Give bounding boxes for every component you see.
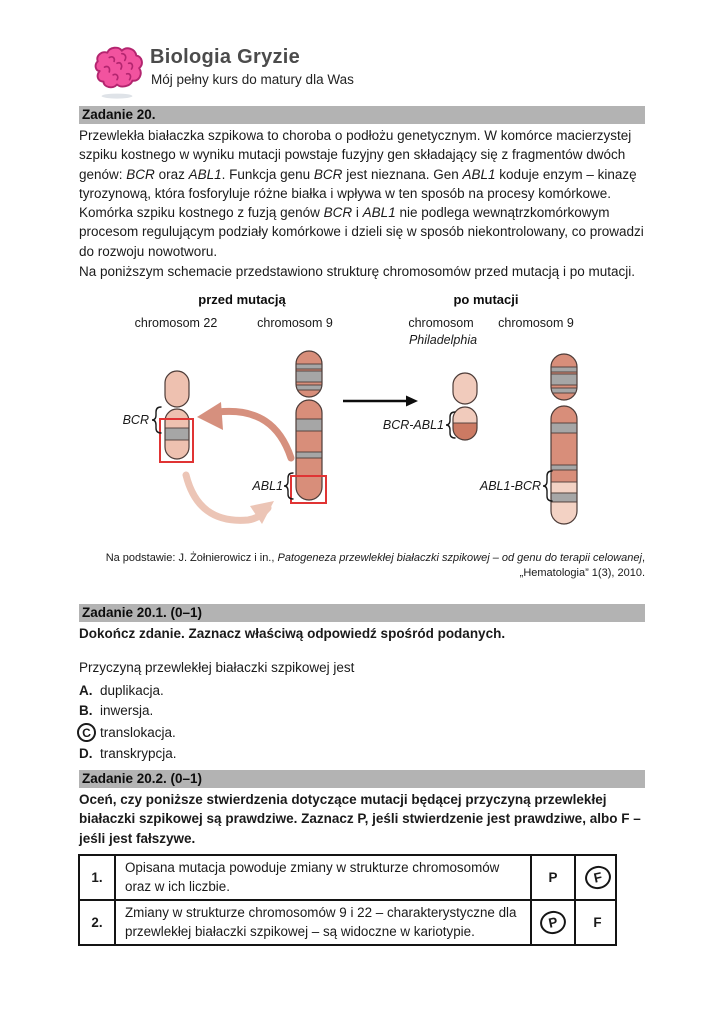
p-cell xyxy=(530,856,574,899)
scheme-note: Na poniższym schemacie przedstawiono strukturę chromosomów przed mutacją i po mutacji. xyxy=(79,264,635,279)
task-20-2-instruction: Oceń, czy poniższe stwierdzenia dotyczące mutacji będącej przyczyną przewlekłej białaczki szpikowej są prawdziwe. Zaznacz P, jeśli stwierdzenie jest prawdziwe, albo F – jeśli jest fałszywe. xyxy=(79,792,641,846)
brand-title: Biologia Gryzie xyxy=(150,46,301,68)
before-mutation-label: przed mutacją xyxy=(198,292,286,307)
p-letter: P xyxy=(548,870,558,885)
option-letter: A. xyxy=(79,682,93,698)
option-text: transkrypcja. xyxy=(100,745,177,761)
true-false-table xyxy=(78,854,617,946)
f-letter: F xyxy=(582,864,612,892)
task-20-1-instruction: Dokończ zdanie. Zaznacz właściwą odpowiedź spośród podanych. xyxy=(79,626,506,641)
option-d xyxy=(79,743,645,764)
option-letter: D. xyxy=(79,745,93,761)
option-text: translokacja. xyxy=(100,724,176,740)
fusion-bcr-abl1-label: BCR-ABL1 xyxy=(382,418,444,432)
task-20-2-header: Zadanie 20.2. (0–1) xyxy=(79,770,645,788)
task-20-1-header: Zadanie 20.1. (0–1) xyxy=(79,604,645,622)
row-number: 1. xyxy=(91,870,103,885)
brand-subtitle: Mój pełny kurs do matury dla Was xyxy=(151,72,354,87)
fusion-abl1-bcr-label: ABL1-BCR xyxy=(479,479,541,493)
chr9-after-label: chromosom 9 xyxy=(498,316,574,330)
chromosome-9-after xyxy=(550,354,578,526)
chromosome-9-before xyxy=(291,351,326,503)
row-number: 2. xyxy=(91,915,103,930)
f-cell xyxy=(574,856,619,899)
option-text: inwersja. xyxy=(100,703,154,719)
task-20-1-stem: Przyczyną przewlekłej białaczki szpikowej jest xyxy=(79,660,355,675)
option-text: duplikacja. xyxy=(100,682,164,698)
f-letter: F xyxy=(593,915,602,930)
table-row xyxy=(80,856,615,899)
option-a xyxy=(79,680,645,701)
f-cell xyxy=(574,901,619,944)
brand-logo xyxy=(90,42,144,105)
philadelphia-label-line1: chromosom xyxy=(408,316,474,330)
chromosome-diagram xyxy=(0,285,720,547)
statement-text: Opisana mutacja powoduje zmiany w strukturze chromosomów oraz w ich liczbie. xyxy=(114,856,530,899)
options-list xyxy=(79,680,645,764)
table-row xyxy=(80,899,615,944)
statement-text: Zmiany w strukturze chromosomów 9 i 22 – charakterystyczne dla przewlekłej białaczki szpikowej – są widoczne w kariotypie. xyxy=(114,901,530,944)
option-letter: B. xyxy=(79,703,93,719)
after-mutation-label: po mutacji xyxy=(453,292,519,307)
option-letter-circled: C xyxy=(76,722,97,743)
brain-icon xyxy=(90,42,144,100)
gene-bcr-label: BCR xyxy=(122,413,149,427)
task-20-header: Zadanie 20. xyxy=(79,106,645,124)
option-c xyxy=(79,721,645,743)
p-cell xyxy=(530,901,574,944)
philadelphia-chromosome xyxy=(452,373,478,441)
task-20-intro: Przewlekła białaczka szpikowa to choroba o podłożu genetycznym. W komórce macierzystej szpiku kostnego w wyniku mutacji powstaje fuzyjny gen składający się z fragmentów dwóch genów: BCR oraz ABL1. Funkcja genu BCR jest nieznana. Gen ABL1 koduje enzym – kinazę tyrozynową, która fosforyluje różne białka i wpływa w ten sposób na procesy komórkowe. Komórka szpiku kostnego z fuzją genów BCR i ABL1 nie podlega wewnątrzkomórkowym procesom regulującym podziały komórkowe i dzieli się w sposób niekontrolowany, co prowadzi do rozwoju nowotworu. xyxy=(79,128,644,259)
p-letter: P xyxy=(538,909,568,937)
chr22-label: chromosom 22 xyxy=(134,316,218,330)
option-b xyxy=(79,701,645,722)
translocation-arrow-to-chr22 xyxy=(197,402,291,458)
chromosome-22 xyxy=(160,371,193,462)
source-citation: Na podstawie: J. Żołnierowicz i in., Patogeneza przewlekłej białaczki szpikowej – od genu do terapii celowanej, „Hematologia” 1(3), 2010. xyxy=(105,552,645,579)
gene-abl1-label: ABL1 xyxy=(252,479,283,493)
chr9-before-label: chromosom 9 xyxy=(257,316,333,330)
mutation-arrow xyxy=(343,396,418,407)
philadelphia-label-line2: Philadelphia xyxy=(408,333,478,347)
